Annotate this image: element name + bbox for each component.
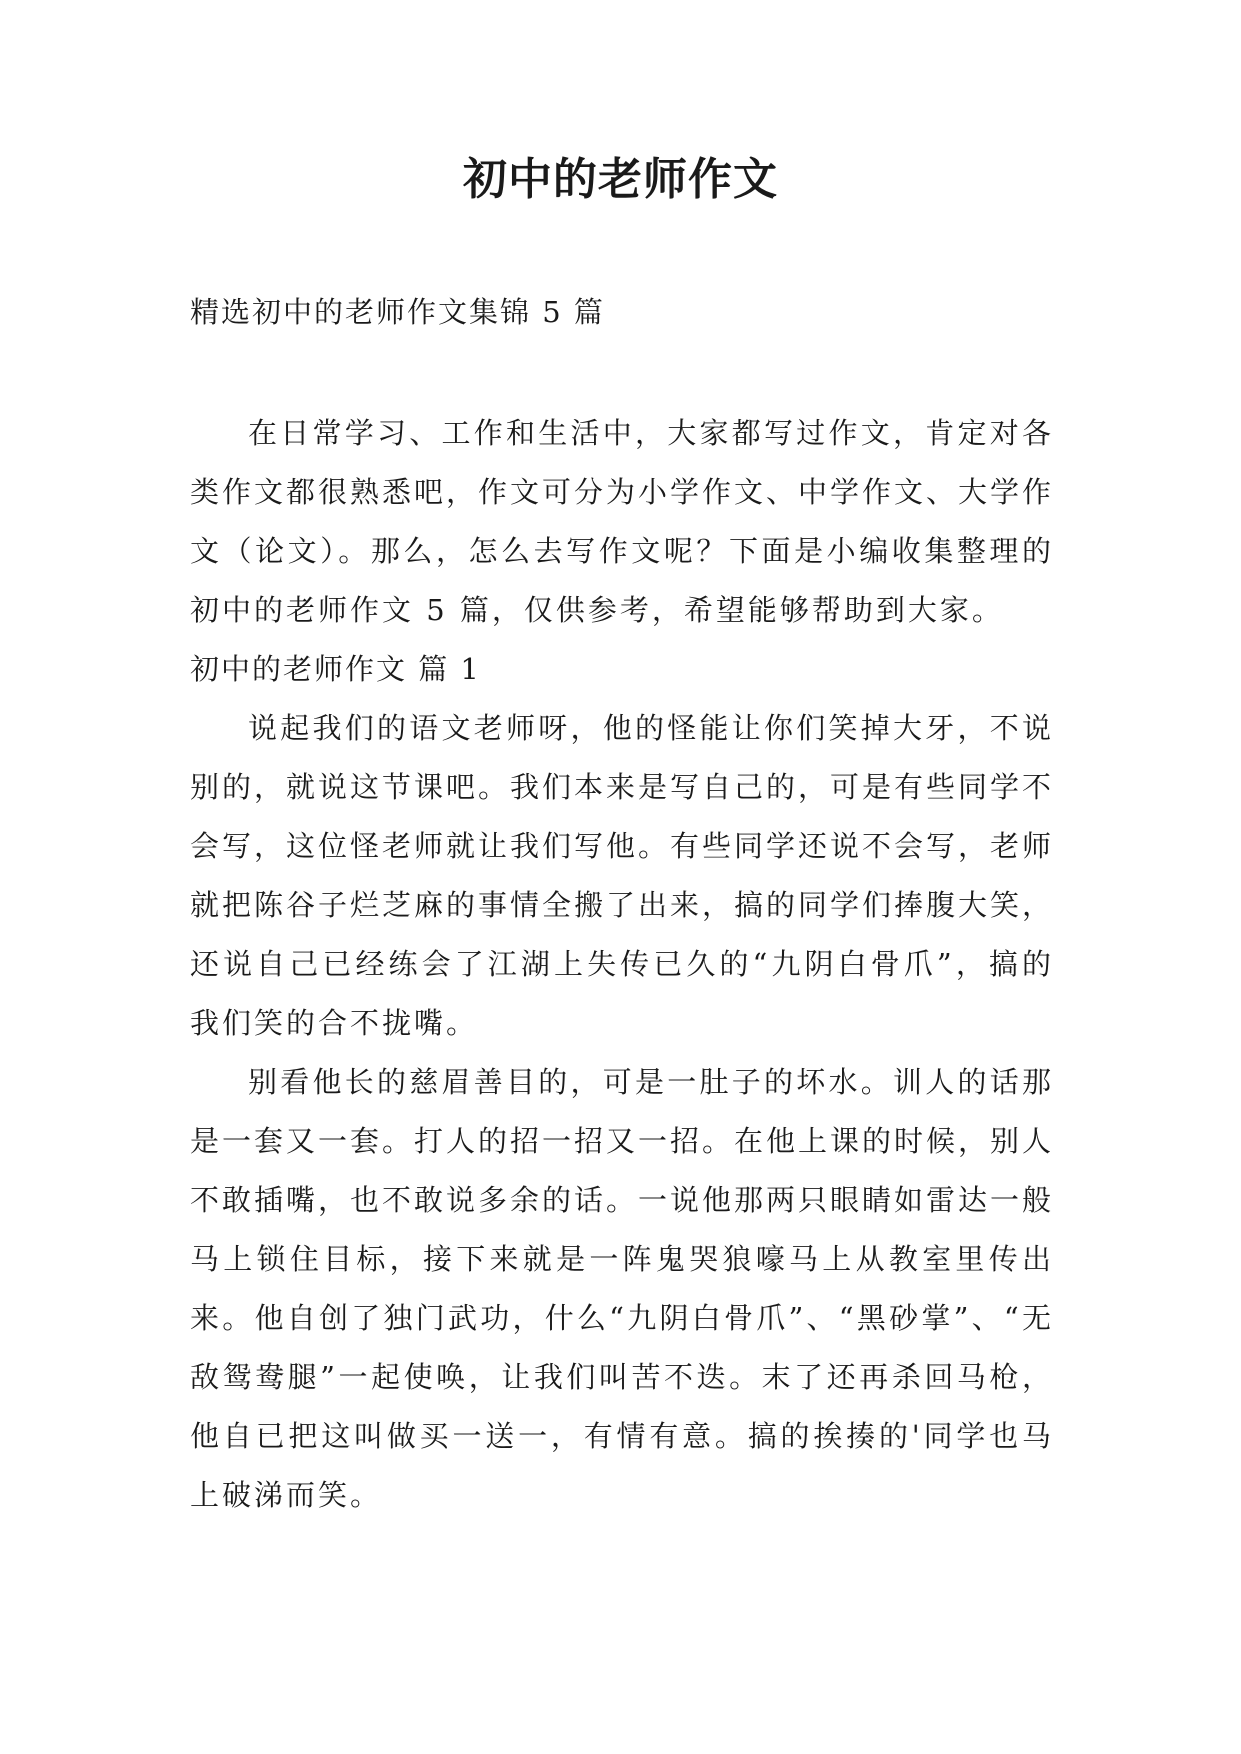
intro-paragraph: 在日常学习、工作和生活中，大家都写过作文，肯定对各类作文都很熟悉吧，作文可分为小学作文、中学作文、大学作文（论文）。那么，怎么去写作文呢？下面是小编收集整理的初中的老师作文 5 篇，仅供参考，希望能够帮助到大家。 [190, 416, 1055, 627]
section-heading: 初中的老师作文 篇 1 [190, 652, 481, 686]
document-body [190, 404, 1054, 1525]
document-title: 初中的老师作文 [463, 154, 778, 205]
body-paragraph: 别看他长的慈眉善目的，可是一肚子的坏水。训人的话那是一套又一套。打人的招一招又一招。在他上课的时候，别人不敢插嘴，也不敢说多余的话。一说他那两只眼睛如雷达一般马上锁住目标，接下来就是一阵鬼哭狼嚎马上从教室里传出来。他自创了独门武功，什么“九阴白骨爪”、“黑砂掌”、“无敌鸳鸯腿”一起使唤，让我们叫苦不迭。末了还再杀回马枪，他自已把这叫做买一送一，有情有意。搞的挨揍的'同学也马上破涕而笑。 [190, 1065, 1055, 1512]
document-subtitle: 精选初中的老师作文集锦 5 篇 [190, 295, 605, 329]
body-paragraph: 说起我们的语文老师呀，他的怪能让你们笑掉大牙，不说别的，就说这节课吧。我们本来是写自己的，可是有些同学不会写，这位怪老师就让我们写他。有些同学还说不会写，老师就把陈谷子烂芝麻的事情全搬了出来，搞的同学们捧腹大笑，还说自己已经练会了江湖上失传已久的“九阴白骨爪”，搞的我们笑的合不拢嘴。 [190, 711, 1055, 1040]
